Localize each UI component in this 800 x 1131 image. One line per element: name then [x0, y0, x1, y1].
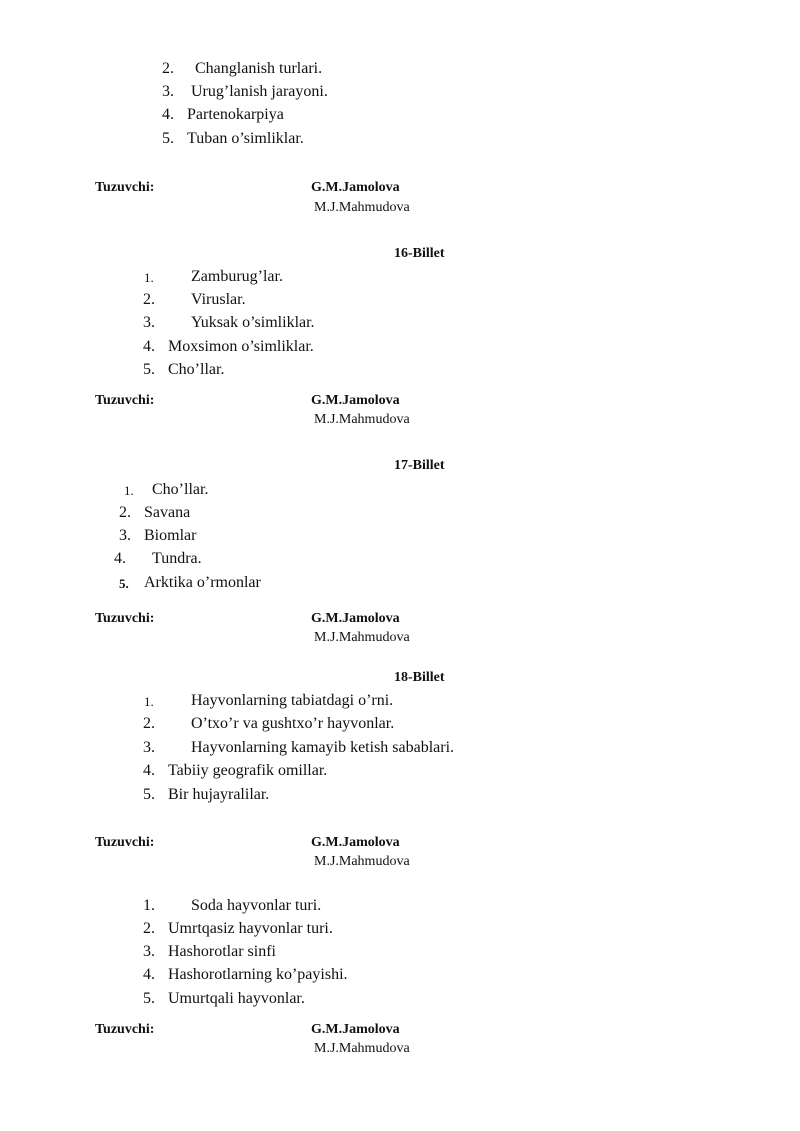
list-number: 4.	[143, 338, 155, 355]
ticket-title: 17-Billet	[394, 458, 445, 473]
list-item: Changlanish turlari.	[195, 60, 323, 77]
list-item: O’txo’r va gushtxo’r hayvonlar.	[191, 715, 395, 732]
list-number: 4.	[162, 106, 174, 123]
list-number: 2.	[162, 60, 174, 77]
list-number: 2.	[143, 291, 155, 308]
compiler-name-secondary: M.J.Mahmudova	[314, 1041, 410, 1056]
list-number: 4.	[114, 550, 126, 567]
list-item: Partenokarpiya	[187, 106, 284, 123]
list-number: 3.	[119, 527, 131, 544]
list-number: 3.	[143, 739, 155, 756]
compiler-label: Tuzuvchi:	[95, 1022, 155, 1037]
list-number: 5.	[143, 786, 155, 803]
list-item: Viruslar.	[191, 291, 246, 308]
list-number: 5.	[119, 576, 129, 591]
list-item: Hashorotlarning ko’payishi.	[168, 966, 348, 983]
list-number: 2.	[143, 715, 155, 732]
list-item: Moxsimon o’simliklar.	[168, 338, 314, 355]
list-number: 1.	[143, 897, 155, 914]
list-item: Hayvonlarning tabiatdagi o’rni.	[191, 692, 394, 709]
compiler-name-secondary: M.J.Mahmudova	[314, 200, 410, 215]
compiler-label: Tuzuvchi:	[95, 835, 155, 850]
list-number: 4.	[143, 762, 155, 779]
compiler-label: Tuzuvchi:	[95, 393, 155, 408]
list-item: Savana	[144, 504, 191, 521]
list-number: 4.	[143, 966, 155, 983]
list-item: Hashorotlar sinfi	[168, 943, 276, 960]
compiler-label: Tuzuvchi:	[95, 180, 155, 195]
list-number: 3.	[162, 83, 174, 100]
list-item: Zamburug’lar.	[191, 268, 283, 285]
list-item: Tundra.	[152, 550, 202, 567]
list-item: Bir hujayralilar.	[168, 786, 270, 803]
list-item: Hayvonlarning kamayib ketish sabablari.	[191, 739, 455, 756]
list-number: 2.	[143, 920, 155, 937]
compiler-name-primary: G.M.Jamolova	[311, 611, 400, 626]
list-number: 5.	[143, 990, 155, 1007]
list-number: 1.	[124, 483, 134, 498]
list-item: Soda hayvonlar turi.	[191, 897, 322, 914]
list-number: 5.	[162, 130, 174, 147]
compiler-name-primary: G.M.Jamolova	[311, 393, 400, 408]
compiler-name-secondary: M.J.Mahmudova	[314, 854, 410, 869]
compiler-name-secondary: M.J.Mahmudova	[314, 412, 410, 427]
list-item: Yuksak o’simliklar.	[191, 314, 315, 331]
compiler-name-secondary: M.J.Mahmudova	[314, 630, 410, 645]
list-item: Urug’lanish jarayoni.	[191, 83, 328, 100]
list-number: 1.	[144, 694, 154, 709]
list-item: Tabiiy geografik omillar.	[168, 762, 328, 779]
list-item: Cho’llar.	[168, 361, 225, 378]
list-number: 3.	[143, 943, 155, 960]
list-item: Biomlar	[144, 527, 197, 544]
list-item: Tuban o’simliklar.	[187, 130, 304, 147]
ticket-title: 16-Billet	[394, 246, 445, 261]
compiler-name-primary: G.M.Jamolova	[311, 835, 400, 850]
list-number: 2.	[119, 504, 131, 521]
compiler-label: Tuzuvchi:	[95, 611, 155, 626]
list-number: 5.	[143, 361, 155, 378]
list-item: Umurtqali hayvonlar.	[168, 990, 305, 1007]
ticket-title: 18-Billet	[394, 670, 445, 685]
list-number: 1.	[144, 270, 154, 285]
compiler-name-primary: G.M.Jamolova	[311, 1022, 400, 1037]
list-number: 3.	[143, 314, 155, 331]
list-item: Arktika o’rmonlar	[144, 574, 261, 591]
list-item: Cho’llar.	[152, 481, 209, 498]
compiler-name-primary: G.M.Jamolova	[311, 180, 400, 195]
list-item: Umrtqasiz hayvonlar turi.	[168, 920, 333, 937]
